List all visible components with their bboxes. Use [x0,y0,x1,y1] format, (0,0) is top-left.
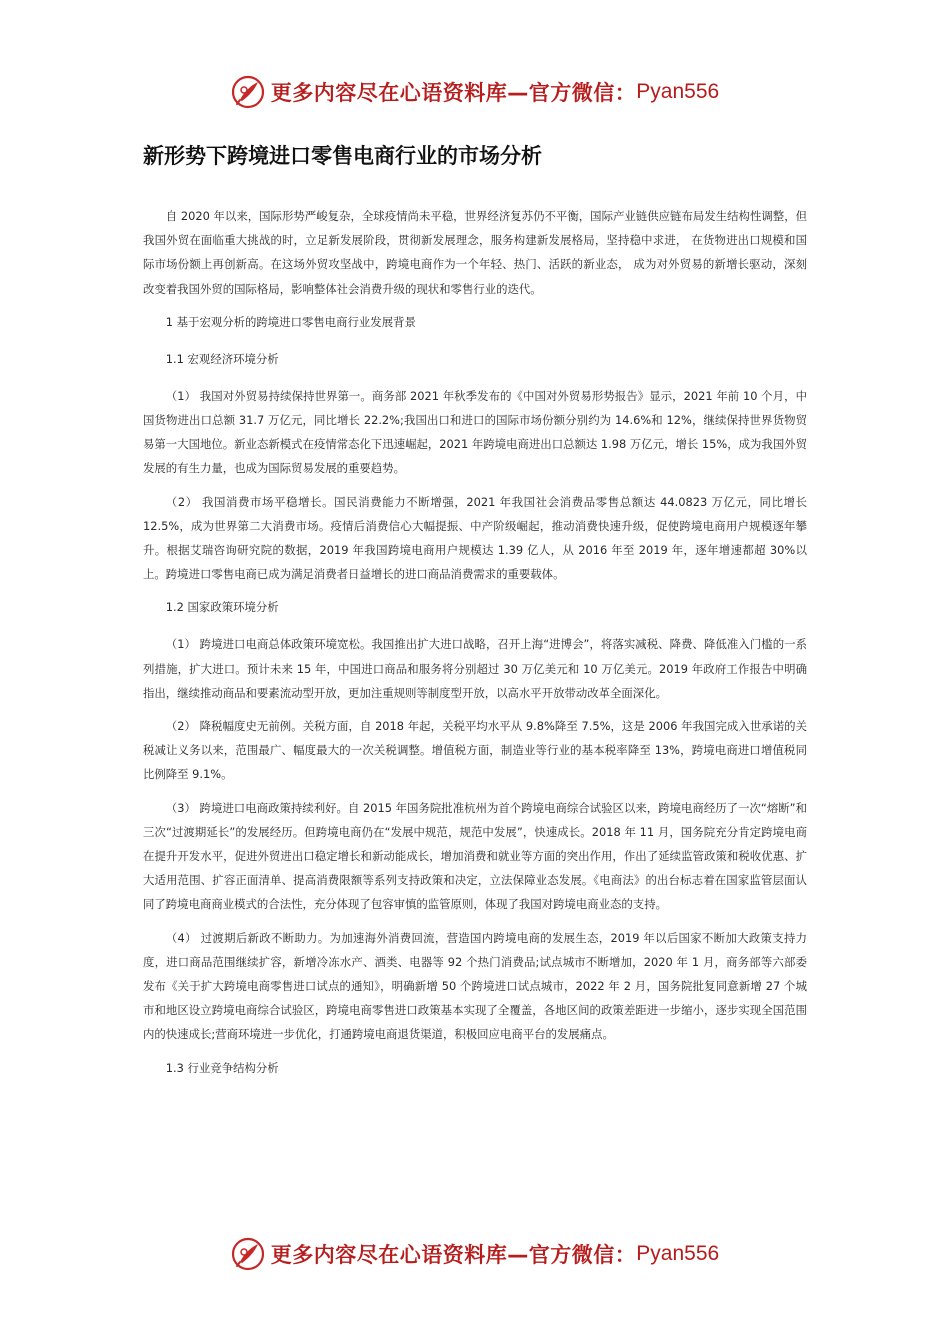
banner-wechat-id: Pyan556 [636,1242,720,1265]
section-heading-1-1: 1.1 宏观经济环境分析 [165,351,279,366]
paragraph-1-1-item-2: （2） 我国消费市场平稳增长。国民消费能力不断增强，2021 年我国社会消费品零售总额达 44.0823 万亿元，同比增长 12.5%，成为世界第二大消费市场。疫情后消费信心大幅提振、中产阶级崛起，推动消费快速升级，促使跨境电商用户规模逐年攀升。根据艾瑞咨询研究院的数据，2019 年我国跨境电商用户规模达 1.39 亿人，从 2016 年至 2019 年，逐年增速都超 30%以上。跨境进口零售电商已成为满足消费者日益增长的进口商品消费需求的重要载体。 [143,494,807,582]
intro-paragraph: 自 2020 年以来，国际形势严峻复杂，全球疫情尚未平稳，世界经济复苏仍不平衡，国际产业链供应链布局发生结构性调整，但我国外贸在面临重大挑战的时，立足新发展阶段，贯彻新发展理念，服务构建新发展格局，坚持稳中求进， 在货物进出口规模和国际市场份额上再创新高。在这场外贸攻坚战中，跨境电商作为一个年轻、热门、活跃的新业态， 成为对外贸易的新增长驱动，深刻改变着我国外贸的国际格局，影响整体社会消费升级的现状和零售行业的迭代。 [143,209,807,296]
document-body [143,204,807,1093]
section-heading-1-2: 1.2 国家政策环境分析 [165,600,279,615]
footer-banner [0,1232,950,1276]
paragraph-1-2-item-2: （2） 降税幅度史无前例。关税方面，自 2018 年起，关税平均水平从 9.8%降至 7.5%，这是 2006 年我国完成入世承诺的关税减让义务以来，范围最广、幅度最大的一次关税调整。增值税方面，制造业等行业的基本税率降至 13%，跨境电商进口增值税同比例降至 9.1%。 [143,719,807,782]
document-title: 新形势下跨境进口零售电商行业的市场分析 [143,144,542,168]
quill-pen-logo-icon [231,75,265,109]
section-heading-1-3: 1.3 行业竞争结构分析 [165,1060,279,1075]
header-banner [0,70,950,114]
paragraph-1-1-item-1: （1） 我国对外贸易持续保持世界第一。商务部 2021 年秋季发布的《中国对外贸易形势报告》显示，2021 年前 10 个月，中国货物进出口总额 31.7 万亿元，同比增长 22.2%;我国出口和进口的国际市场份额分别约为 14.6%和 12%，继续保持世界货物贸易第一大国地位。新业态新模式在疫情常态化下迅速崛起，2021 年跨境电商进出口总额达 1.98 万亿元，增长 15%，成为我国外贸发展的有生力量，也成为国际贸易发展的重要趋势。 [143,388,807,476]
banner-wechat-id: Pyan556 [636,80,720,103]
banner-slogan: 更多内容尽在心语资料库—官方微信： [270,1243,637,1267]
paragraph-1-2-item-3: （3） 跨境进口电商政策持续利好。自 2015 年国务院批准杭州为首个跨境电商综合试验区以来，跨境电商经历了一次“熔断”和三次“过渡期延长”的发展经历。但跨境电商仍在“发展中规范，规范中发展”，快速成长。2018 年 11 月，国务院充分肯定跨境电商在提升开发水平，促进外贸进出口稳定增长和新动能成长，增加消费和就业等方面的突出作用，作出了延续监管政策和税收优惠、扩大适用范围、扩容正面清单、提高消费限额等系列支持政策和决定，立法保障业态发展。《电商法》的出台标志着在国家监管层面认同了跨境电商商业模式的合法性，充分体现了包容审慎的监管原则，体现了我国对跨境电商业态的支持。 [143,800,807,912]
banner-slogan: 更多内容尽在心语资料库—官方微信： [270,81,637,105]
quill-pen-logo-icon [231,1237,265,1271]
section-heading-1: 1 基于宏观分析的跨境进口零售电商行业发展背景 [165,314,416,329]
paragraph-1-2-item-1: （1） 跨境进口电商总体政策环境宽松。我国推出扩大进口战略，召开上海“进博会”，将落实减税、降费、降低准入门槛的一系列措施，扩大进口。预计未来 15 年，中国进口商品和服务将分别超过 30 万亿美元和 10 万亿美元。2019 年政府工作报告中明确指出，继续推动商品和要素流动型开放，更加注重规则等制度型开放，以高水平开放带动改革全面深化。 [143,637,807,700]
paragraph-1-2-item-4: （4） 过渡期后新政不断助力。为加速海外消费回流，营造国内跨境电商的发展生态，2019 年以后国家不断加大政策支持力度，进口商品范围继续扩容，新增冷冻水产、酒类、电器等 92 个热门消费品;试点城市不断增加，2020 年 1 月，商务部等六部委发布《关于扩大跨境电商零售进口试点的通知》，明确新增 50 个跨境进口试点城市，2022 年 2 月，国务院批复同意新增 27 个城市和地区设立跨境电商综合试验区，跨境电商零售进口政策基本实现了全覆盖，各地区间的政策差距进一步缩小，逐步实现全国范围内的快速成长;营商环境进一步优化，打通跨境电商退货渠道，积极回应电商平台的发展痛点。 [143,930,807,1042]
